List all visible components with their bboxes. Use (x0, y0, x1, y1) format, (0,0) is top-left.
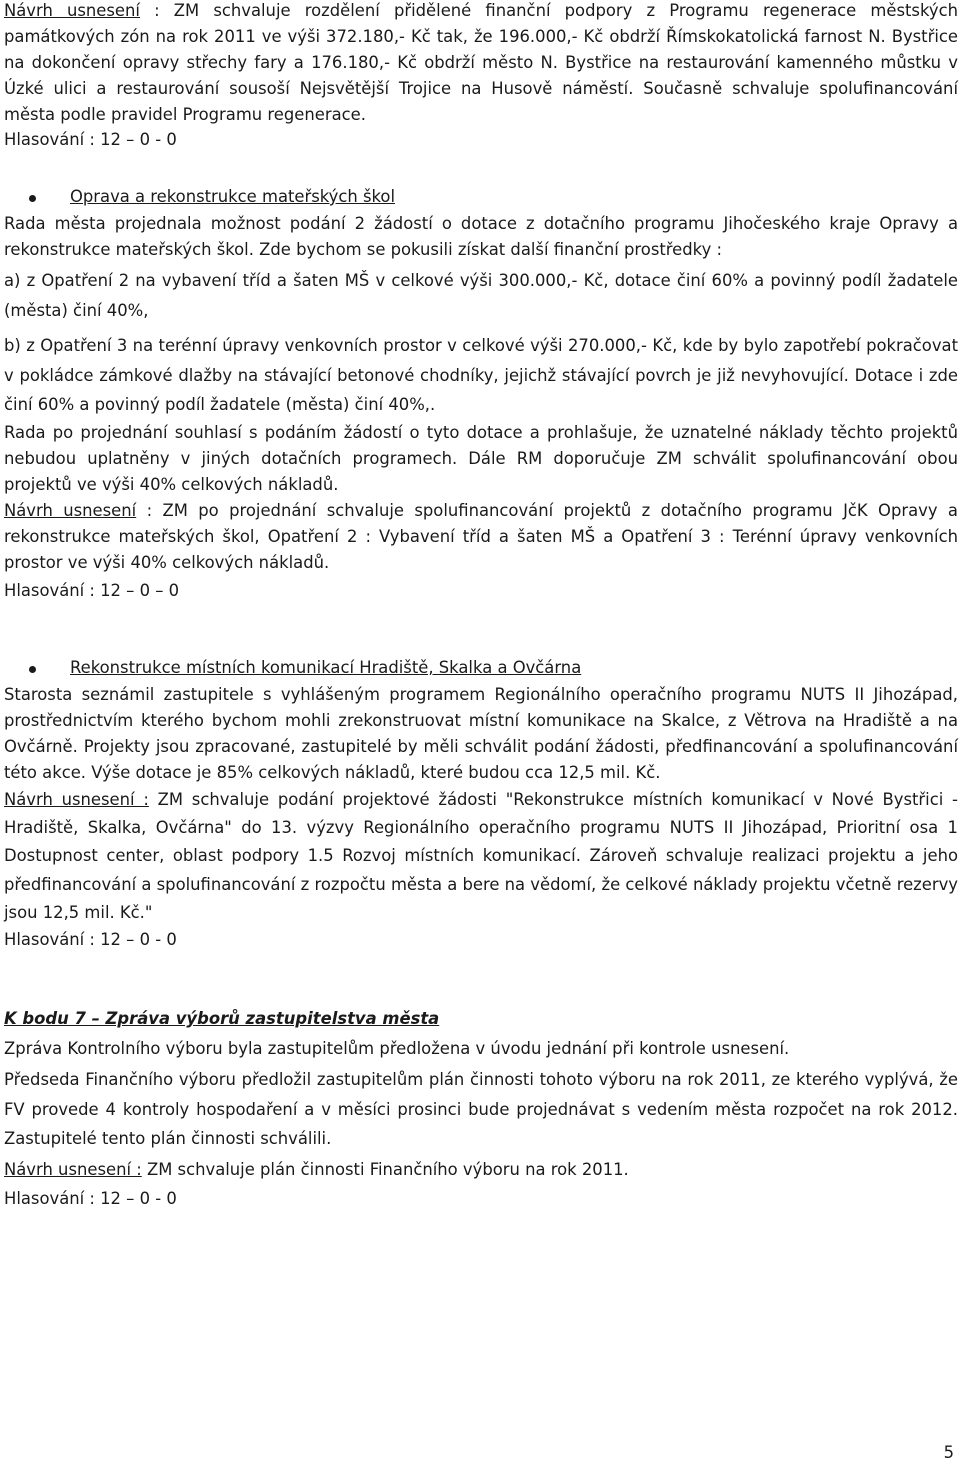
resolution-paragraph (4, 786, 958, 927)
section-title: Rekonstrukce místních komunikací Hradiště, Skalka a Ovčárna (70, 658, 582, 677)
section-heading: K bodu 7 – Zpráva výborů zastupitelstva města (4, 1009, 440, 1028)
proposal-label: Návrh usnesení : (4, 790, 149, 809)
resolution-paragraph (4, 1157, 958, 1183)
section-title-line (4, 655, 958, 681)
resolution-regeneration (4, 0, 958, 153)
intro-paragraph: Rada města projednala možnost podání 2 žádostí o dotace z dotačního programu Jihočeského kraje Opravy a rekonstrukce mateřských škol. Zde bychom se pokusili získat další finanční prostředky : (4, 214, 958, 259)
resolution-paragraph (4, 498, 958, 576)
proposal-text: ZM schvaluje podání projektové žádosti "Rekonstrukce místních komunikací v Nové Bystřici - Hradiště, Skalka, Ovčárna" do 13. výzvy Regionálního operačního programu NUTS II Jihozápad, Prioritní osa 1 Dostupnost center, oblast podpory 1.5 Rozvoj místních komunikací. Zároveň schvaluje realizaci projektu a jeho předfinancování a spolufinancování z rozpočtu města a bere na vědomí, že celkové náklady projektu včetně rezervy jsou 12,5 mil. Kč." (4, 790, 958, 922)
section-title-line (4, 184, 958, 210)
resolution-paragraph (4, 0, 958, 128)
council-paragraph: Rada po projednání souhlasí s podáním žádostí o tyto dotace a prohlašuje, že uznatelné náklady těchto projektů nebudou uplatněny v jiných dotačních programech. Dále RM doporučuje ZM schválit spolufinancování obou projektů ve výši 40% celkových nákladů. (4, 422, 958, 494)
intro-paragraph: Starosta seznámil zastupitele s vyhlášeným programem Regionálního operačního programu NUTS II Jihozápad, prostřednictvím kterého bychom mohli zrekonstruovat místní komunikace na Skalce, z Větrova na Hradiště a na Ovčárně. Projekty jsou zpracované, zastupitelé by měli schválit podání žádosti, předfinancování a spolufinancování této akce. Výše dotace je 85% celkových nákladů, které budou cca 12,5 mil. Kč. (4, 685, 958, 782)
proposal-label: Návrh usnesení (4, 1, 140, 20)
proposal-label: Návrh usnesení : (4, 1159, 142, 1179)
item-a: a) z Opatření 2 na vybavení tříd a šaten MŠ v celkové výši 300.000,- Kč, dotace činí 60% a povinný podíl žadatele (města) činí 40%, (4, 271, 958, 320)
proposal-label: Návrh usnesení (4, 500, 137, 520)
item-b: b) z Opatření 3 na terénní úpravy venkovních prostor v celkové výši 270.000,- Kč, kde by bylo zapotřebí pokračovat v pokládce zámkové dlažby na stávající betonové chodníky, jejichž stávající povrch je již nevyhovující. Dotace i zde činí 60% a povinný podíl žadatele (města) činí 40%,. (4, 336, 958, 414)
section-kindergartens (4, 184, 958, 604)
proposal-text: : ZM po projednání schvaluje spolufinancování projektů z dotačního programu JčK Opravy a rekonstrukce mateřských škol, Opatření 2 : Vybavení tříd a šaten MŠ a Opatření 3 : Terénní úpravy venkovních prostor ve výši 40% celkových nákladů. (4, 500, 958, 572)
section-roads (4, 655, 958, 953)
section-committees (4, 1006, 958, 1212)
bullet-icon (29, 666, 36, 673)
proposal-text: ZM schvaluje plán činnosti Finančního výboru na rok 2011. (141, 1159, 629, 1179)
bullet-icon (29, 195, 36, 202)
section-title: Oprava a rekonstrukce mateřských škol (70, 187, 396, 206)
page-number: 5 (943, 1443, 954, 1462)
finance-committee-paragraph: Předseda Finančního výboru předložil zastupitelům plán činnosti tohoto výboru na rok 2011, ze kterého vyplývá, že FV provede 4 kontroly hospodaření a v měsíci prosinci bude projednávat s vedením města rozpočet na rok 2012. Zastupitelé tento plán činnosti schválili. (4, 1070, 958, 1148)
vote-line: Hlasování : 12 – 0 - 0 (4, 130, 177, 149)
control-committee-paragraph: Zpráva Kontrolního výboru byla zastupitelům předložena v úvodu jednání při kontrole usnesení. (4, 1039, 790, 1058)
vote-line: Hlasování : 12 – 0 - 0 (4, 1188, 177, 1208)
proposal-text: : ZM schvaluje rozdělení přidělené finanční podpory z Programu regenerace městských památkových zón na rok 2011 ve výši 372.180,- Kč tak, že 196.000,- Kč obdrží Římskokatolická farnost N. Bystřice na dokončení opravy střechy fary a 176.180,- Kč obdrží město N. Bystřice na restaurování kamenného můstku v Úzké ulici a restaurování sousoší Nejsvětější Trojice na Husově náměstí. Současně schvaluje spolufinancování města podle pravidel Programu regenerace. (4, 1, 958, 124)
vote-line: Hlasování : 12 – 0 – 0 (4, 580, 180, 600)
vote-line: Hlasování : 12 – 0 - 0 (4, 930, 177, 950)
